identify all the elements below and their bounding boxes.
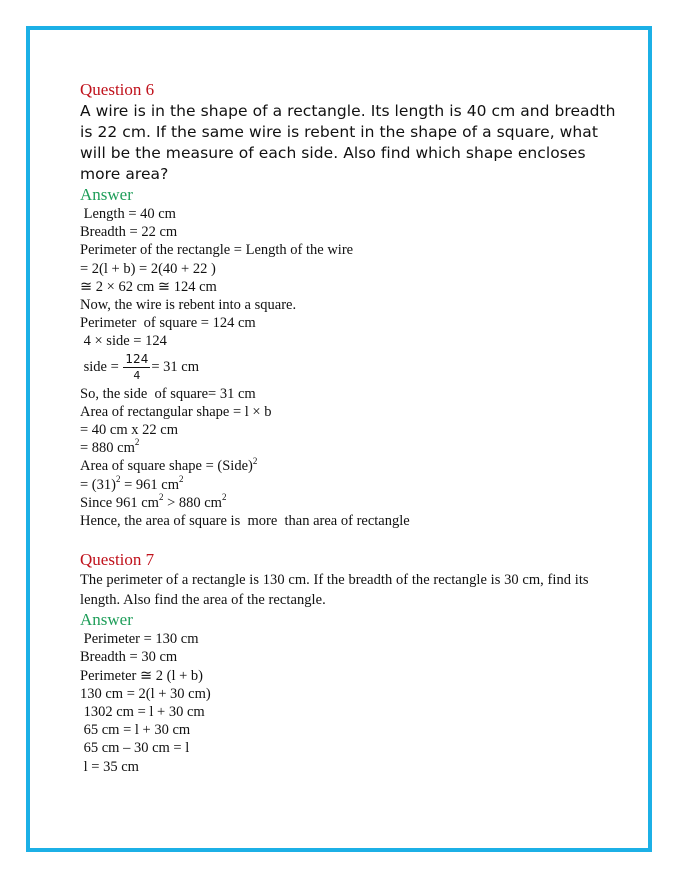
solution-line: Breadth = 22 cm bbox=[80, 224, 178, 241]
since-a: Since 961 cm bbox=[80, 494, 159, 511]
solution-line: = 2(l + b) = 2(40 + 22 ) bbox=[80, 260, 216, 277]
question-6-answer-heading: Answer bbox=[80, 185, 133, 204]
question-6-text: A wire is in the shape of a rectangle. Its length is 40 cm and breadth is 22 cm. If the same wire is rebent in the shape of a square, what will be the measure of each side. Also find which shape encloses more area? bbox=[80, 102, 616, 183]
solution-line: Perimeter of square = 124 cm bbox=[80, 315, 256, 332]
solution-line bbox=[80, 457, 620, 475]
area-square-a: = (31) bbox=[80, 476, 116, 493]
question-7-solution bbox=[80, 630, 620, 776]
question-7-heading: Question 7 bbox=[80, 550, 155, 570]
solution-line: Perimeter of the rectangle = Length of the wire bbox=[80, 242, 354, 259]
superscript: 2 bbox=[134, 437, 140, 448]
question-6-heading: Question 6 bbox=[80, 80, 155, 99]
area-square-b: = 961 cm bbox=[120, 476, 179, 493]
document-content bbox=[80, 80, 620, 776]
solution-line bbox=[80, 494, 620, 512]
since-b: > 880 cm bbox=[163, 494, 222, 511]
fraction-denominator: 4 bbox=[133, 369, 141, 383]
solution-line: 65 cm – 30 cm = l bbox=[80, 740, 190, 757]
solution-line: 4 × side = 124 bbox=[80, 333, 167, 350]
solution-line: Breadth = 30 cm bbox=[80, 649, 178, 666]
solution-line: Perimeter = 130 cm bbox=[80, 631, 199, 648]
solution-line: Hence, the area of square is more than area of rectangle bbox=[80, 513, 410, 530]
area-rect-value: = 880 cm bbox=[80, 440, 135, 457]
spacer bbox=[80, 530, 620, 550]
side-fraction-line bbox=[80, 351, 620, 385]
solution-line: ≅ 2 × 62 cm ≅ 124 cm bbox=[80, 278, 217, 295]
solution-line: Area of rectangular shape = l × b bbox=[80, 403, 272, 420]
solution-line: = 40 cm x 22 cm bbox=[80, 422, 178, 439]
side-suffix: = 31 cm bbox=[151, 359, 199, 376]
superscript: 2 bbox=[179, 473, 184, 484]
area-square-label: Area of square shape = (Side) bbox=[80, 458, 253, 475]
question-6-solution bbox=[80, 205, 620, 530]
solution-line: So, the side of square= 31 cm bbox=[80, 385, 256, 402]
superscript: 2 bbox=[158, 492, 164, 503]
solution-line: Length = 40 cm bbox=[80, 206, 176, 222]
superscript: 2 bbox=[252, 455, 258, 466]
superscript: 2 bbox=[221, 492, 227, 503]
fraction-numerator: 124 bbox=[125, 352, 149, 367]
question-7-text: The perimeter of a rectangle is 130 cm. If the breadth of the rectangle is 30 cm, find its length. Also find the area of the rectangle. bbox=[80, 572, 589, 608]
solution-line: Perimeter ≅ 2 (l + b) bbox=[80, 667, 204, 684]
solution-line bbox=[80, 439, 620, 457]
solution-line: l = 35 cm bbox=[80, 758, 139, 775]
solution-line: Now, the wire is rebent into a square. bbox=[80, 297, 297, 314]
question-7-answer-heading: Answer bbox=[80, 610, 133, 630]
solution-line: 130 cm = 2(l + 30 cm) bbox=[80, 685, 211, 702]
solution-line: 1302 cm = l + 30 cm bbox=[80, 704, 205, 721]
fraction bbox=[123, 353, 150, 382]
superscript: 2 bbox=[115, 473, 121, 484]
solution-line: 65 cm = l + 30 cm bbox=[80, 722, 191, 739]
side-prefix: side = bbox=[80, 359, 123, 376]
